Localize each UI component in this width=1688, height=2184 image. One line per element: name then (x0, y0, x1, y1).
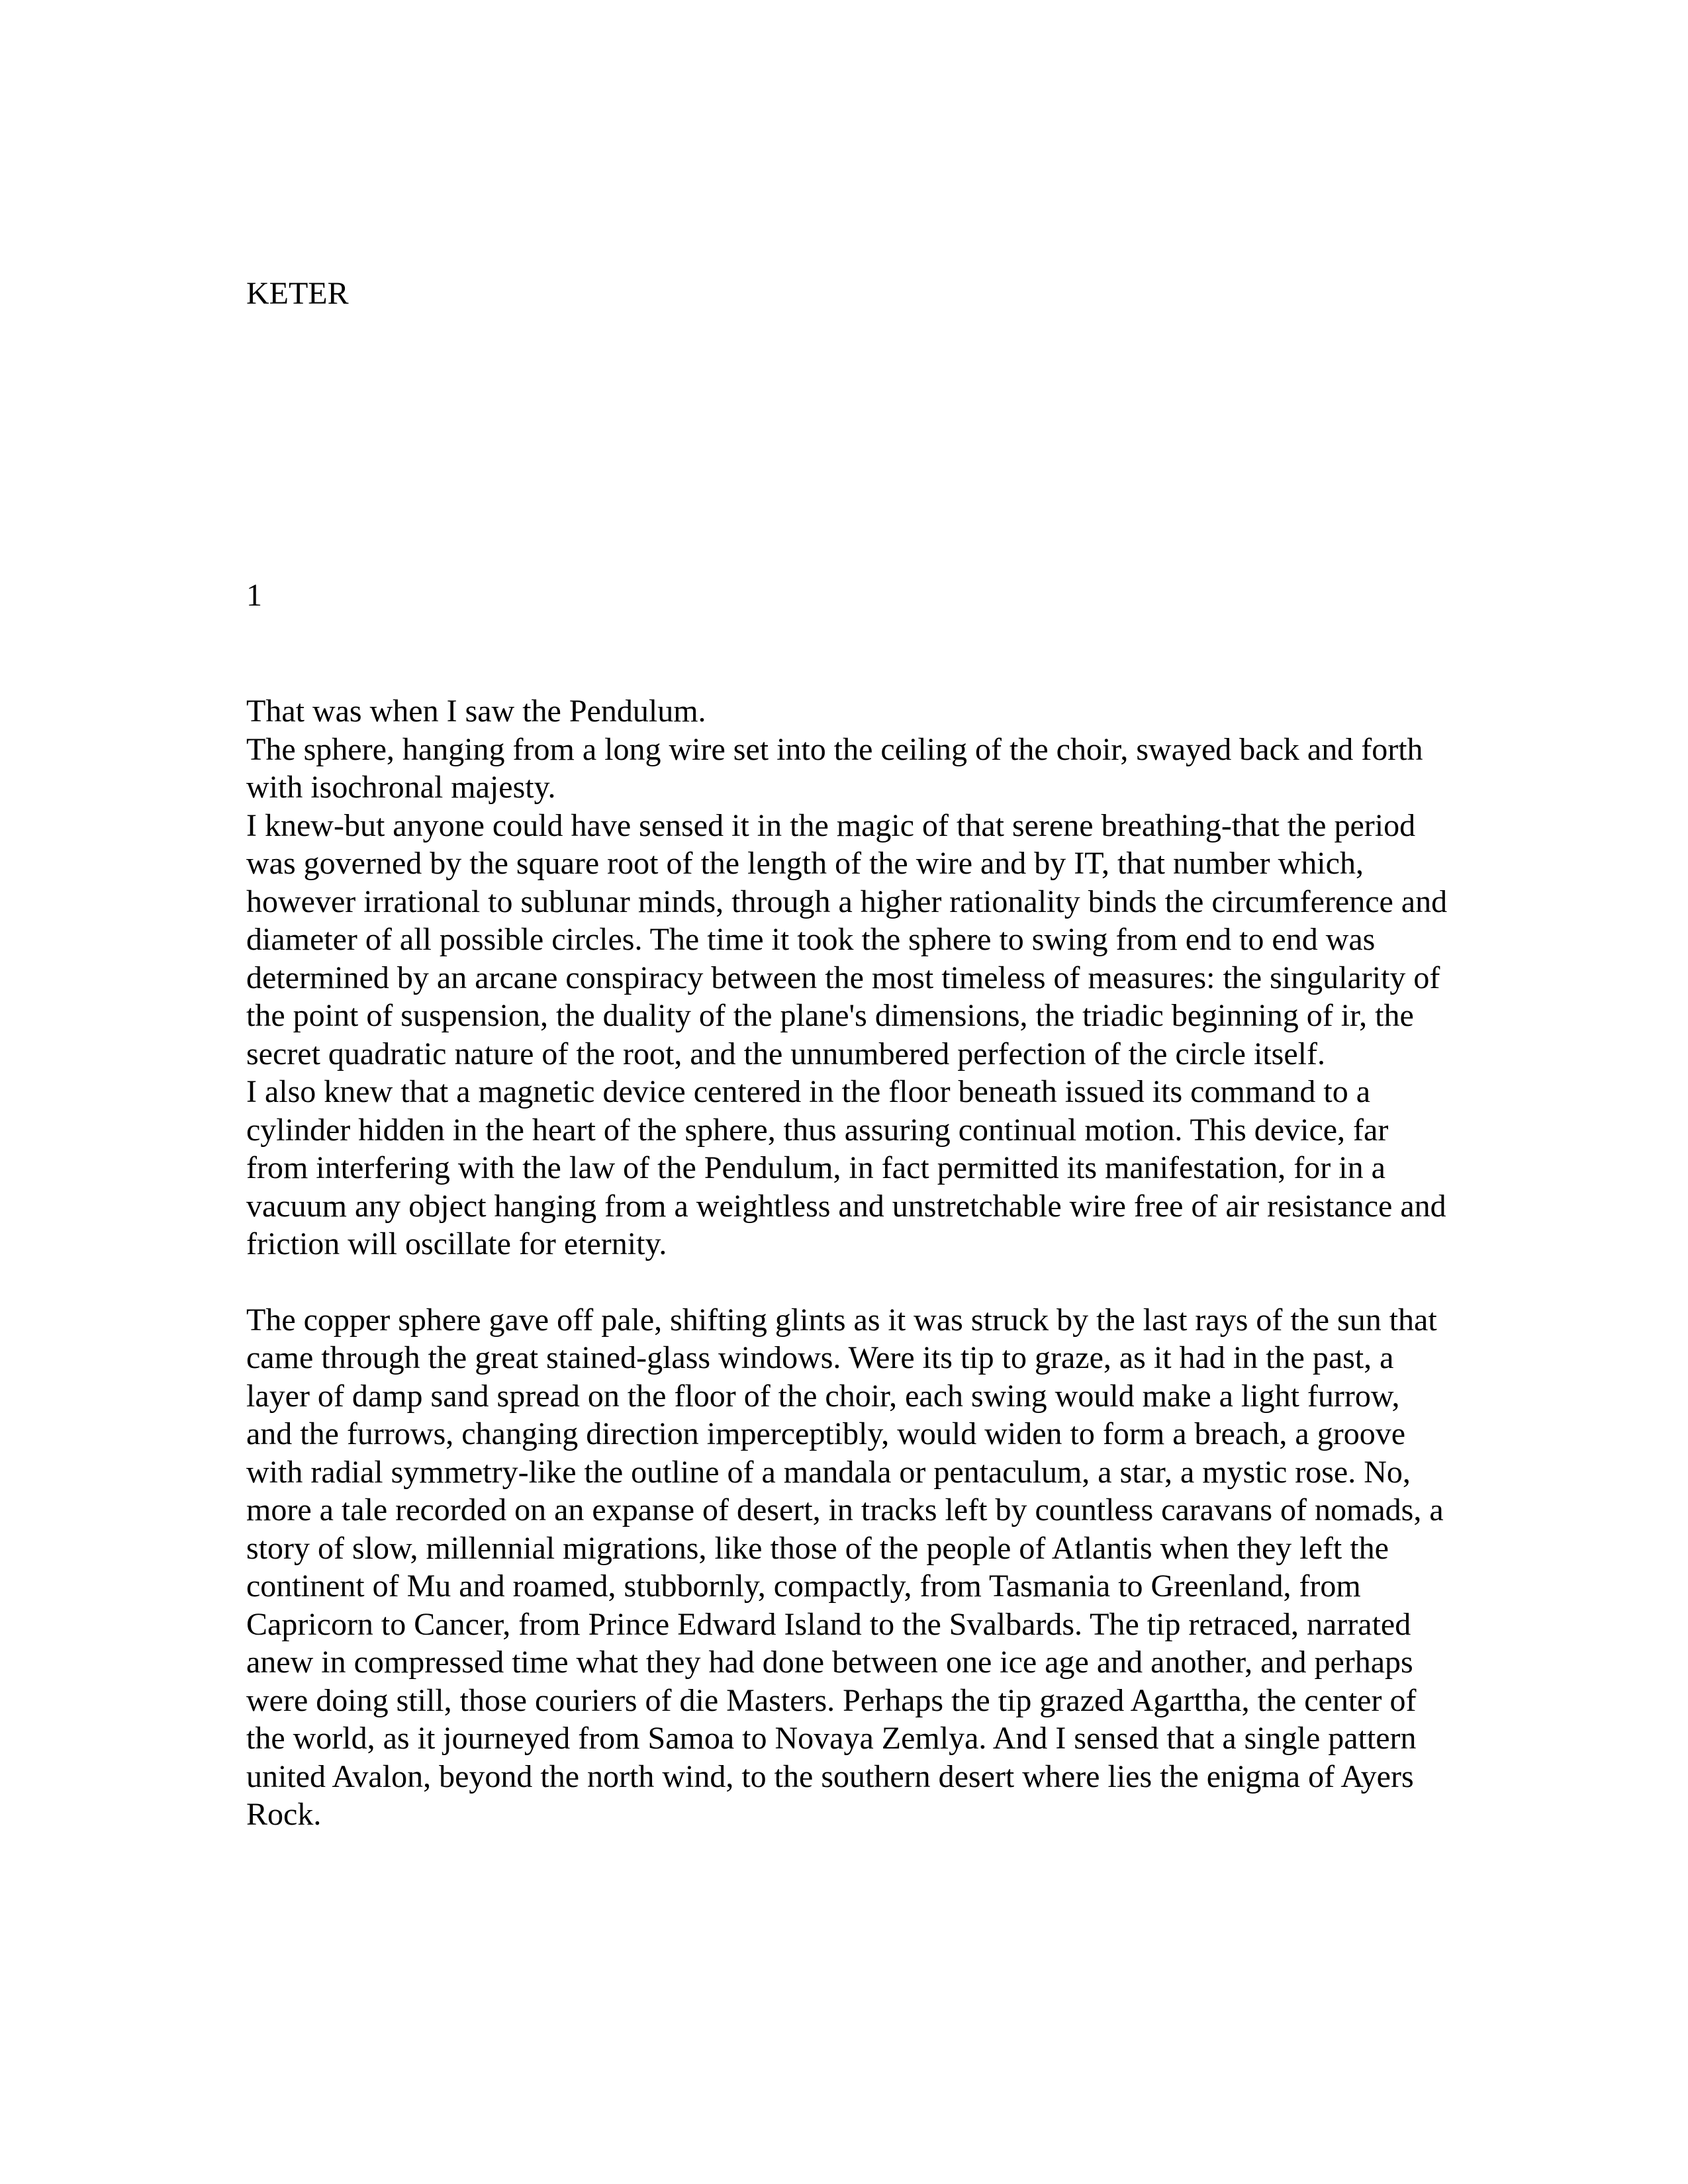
paragraph: I knew-but anyone could have sensed it in the magic of that serene breathing-that the period was governed by the square root of the length of the wire and by IT, that number which, however irrational to sublunar minds, through a higher rationality binds the circumference and diameter of all possible circles. The time it took the sphere to swing from end to end was determined by an arcane conspiracy between the most timeless of measures: the singularity of the point of suspension, the duality of the plane's dimensions, the triadic beginning of ir, the secret quadratic nature of the root, and the unnumbered perfection of the circle itself. (246, 807, 1448, 1071)
paragraph: I also knew that a magnetic device centered in the floor beneath issued its command to a cylinder hidden in the heart of the sphere, thus assuring continual motion. This device, far from interfering with the law of the Pendulum, in fact permitted its manifestation, for in a vacuum any object hanging from a weightless and unstretchable wire free of air resistance and friction will oscillate for eternity. (246, 1074, 1446, 1261)
body-text (246, 692, 1451, 1834)
paragraph: That was when I saw the Pendulum. (246, 694, 706, 729)
chapter-number: 1 (246, 578, 262, 613)
section-heading: KETER (246, 276, 349, 311)
paragraph: The sphere, hanging from a long wire set into the ceiling of the choir, swayed back and forth with isochronal majesty. (246, 731, 1423, 805)
paragraph: The copper sphere gave off pale, shifting glints as it was struck by the last rays of the sun that came through the great stained-glass windows. Were its tip to graze, as it had in the past, a layer of damp sand spread on the floor of the choir, each swing would make a light furrow, and the furrows, changing direction imperceptibly, would widen to form a breach, a groove with radial symmetry-like the outline of a mandala or pentaculum, a star, a mystic rose. No, more a tale recorded on an expanse of desert, in tracks left by countless caravans of nomads, a story of slow, millennial migrations, like those of the people of Atlantis when they left the continent of Mu and roamed, stubbornly, compactly, from Tasmania to Greenland, from Capricorn to Cancer, from Prince Edward Island to the Svalbards. The tip retraced, narrated anew in compressed time what they had done between one ice age and another, and perhaps were doing still, those couriers of die Masters. Perhaps the tip grazed Agarttha, the center of the world, as it journeyed from Samoa to Novaya Zemlya. And I sensed that a single pattern united Avalon, beyond the north wind, to the southern desert where lies the enigma of Ayers Rock. (246, 1302, 1444, 1832)
